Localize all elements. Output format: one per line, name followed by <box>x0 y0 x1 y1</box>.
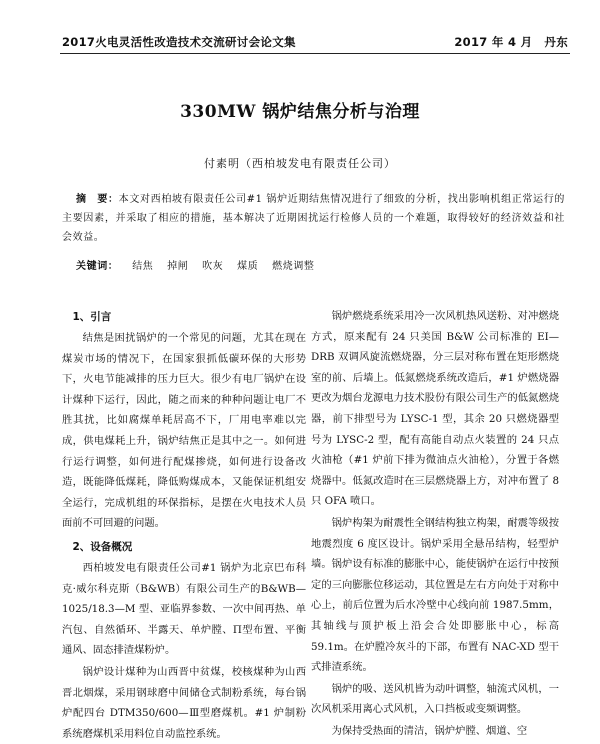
author-line: 付素明（西柏坡发电有限责任公司） <box>204 157 396 170</box>
body-paragraph: 西柏坡发电有限责任公司#1 锅炉为北京巴布科克·威尔科克斯（B&WB）有限公司生产的B&WB—1025/18.3—M 型、亚临界参数、一次中间再热、单汽包、自然循环、半露天、单炉膛、Π型布置、平衡通风、固态排渣煤粉炉。 <box>62 561 306 657</box>
issue-location: 丹东 <box>544 35 568 49</box>
paper-title: 330MW 锅炉结焦分析与治理 <box>180 102 420 122</box>
right-column <box>311 306 559 741</box>
keywords-label: 关键词： <box>76 261 119 272</box>
keyword: 吹灰 <box>202 261 224 272</box>
journal-name: 2017火电灵活性改造技术交流研讨会论文集 <box>62 35 296 49</box>
body-paragraph: 锅炉设计煤种为山西晋中贫煤，校核煤种为山西晋北烟煤，采用钢球磨中间储仓式制粉系统，每台锅炉配四台 DTM350/600—Ⅲ型磨煤机。#1 炉制粉系统磨煤机采用料位自动监控系统。 <box>62 665 306 740</box>
section-heading-equipment: 2、设备概况 <box>72 540 133 553</box>
section-heading-introduction: 1、引言 <box>72 311 112 323</box>
issue-date: 2017 年 4 月 <box>454 35 533 49</box>
keyword: 结焦 <box>132 261 154 272</box>
keyword: 燃烧调整 <box>272 261 315 272</box>
keyword: 掉闸 <box>167 261 189 272</box>
left-column <box>62 306 306 744</box>
running-header <box>62 30 568 50</box>
body-paragraph: 锅炉燃烧系统采用冷一次风机热风送粉、对冲燃烧方式，原来配有 24 只美国 B&W 公司标准的 EI—DRB 双调风旋流燃烧器，分三层对称布置在矩形燃烧室的前、后墙上。低氮燃烧系统改造后，#1 炉燃烧器更改为烟台龙源电力技术股份有限公司生产的低氮燃烧器，前下排型号为 LYSC-1 型，其余 20 只燃烧器型号为 LYSC-2 型，配有高能自动点火装置的 24 只点火油枪（#1 炉前下排为微油点火油枪），分置于各燃烧器中。低氮改造时在三层燃烧器上方，对冲布置了 8 只 OFA 喷口。 <box>311 310 559 508</box>
body-paragraph: 锅炉的吸、送风机皆为动叶调整，轴流式风机，一次风机采用离心式风机，入口挡板或变频调整。 <box>311 682 559 716</box>
body-paragraph: 锅炉构架为耐震性全钢结构独立构架，耐震等级按地震烈度 6 度区设计。锅炉采用全悬吊结构，轻型炉墙。锅炉设有标准的膨胀中心，能使锅炉在运行中按预定的三向膨胀位移运动，其位置是左右方向处于对称中心上，前后位置为后水冷壁中心线向前 1987.5mm，其轴线与顶护板上沿会合处即膨胀中心，标高 59.1m。在炉膛冷灰斗的下部，布置有 NAC-XD 型干式排渣系统。 <box>311 516 559 674</box>
keywords <box>62 257 565 272</box>
abstract-text: 本文对西柏坡有限责任公司#1 锅炉近期结焦情况进行了细致的分析，找出影响机组正常运行的主要因素，并采取了相应的措施，基本解决了近期困扰运行检修人员的一个难题，取得较好的经济效益和社会效益。 <box>62 194 565 243</box>
header-rule <box>60 53 570 54</box>
issue-info <box>442 34 568 50</box>
abstract <box>62 190 565 247</box>
body-paragraph: 为保持受热面的清洁，锅炉炉膛、烟道、空 <box>331 724 528 737</box>
keyword: 煤质 <box>237 261 259 272</box>
abstract-label: 摘 要： <box>76 194 119 205</box>
body-paragraph: 结焦是困扰锅炉的一个常见的问题，尤其在现在煤炭市场的情况下，在国家狠抓低碳环保的大形势下，火电节能减排的压力巨大。很少有电厂锅炉在设计煤种下运行，因此，随之而来的种种问题让电厂不胜其扰，比如腐煤单耗居高不下，厂用电率难以完成，供电煤耗上升，锅炉结焦正是其中之一。如何进行运行调整，如何进行配煤掺烧，如何进行设备改造，既能降低煤耗，降低购煤成本，又能保证机组安全运行，完成机组的环保指标，是摆在火电技术人员面前不可回避的问题。 <box>62 332 306 530</box>
